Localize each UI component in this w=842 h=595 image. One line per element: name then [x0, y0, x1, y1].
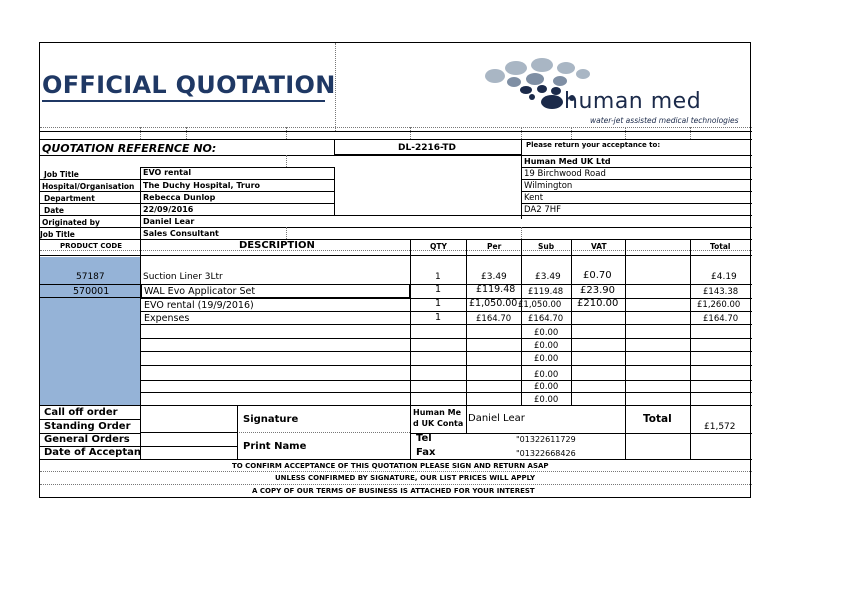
empty-row-3-sub: £0.00 [534, 354, 559, 364]
contact-label-line-1: Human Me [413, 408, 461, 417]
call-off-order-label: Call off order [44, 407, 118, 418]
row-2-sub: £119.48 [528, 287, 564, 297]
fax-value: "01322668426 [516, 449, 576, 458]
row-1-vat: £0.70 [583, 270, 612, 281]
row-3-sub: £1,050.00 [518, 300, 562, 310]
row-2-code: 570001 [73, 286, 110, 297]
empty-row-4-sub: £0.00 [534, 370, 559, 380]
fax-label: Fax [416, 447, 436, 458]
date-value: 22/09/2016 [143, 205, 194, 214]
col-header-per: Per [487, 242, 502, 251]
return-company: Human Med UK Ltd [524, 157, 611, 166]
row-2-per: £119.48 [476, 284, 516, 295]
col-header-qty: QTY [430, 242, 447, 251]
originated-value: Daniel Lear [143, 217, 195, 226]
note-confirm-acceptance: TO CONFIRM ACCEPTANCE OF THIS QUOTATION PLEASE SIGN AND RETURN ASAP [232, 462, 549, 470]
return-address-2: Wilmington [524, 181, 573, 191]
department-label: Department [44, 194, 95, 203]
return-label: Please return your acceptance to: [526, 141, 661, 149]
reference-value: DL-2216-TD [398, 143, 457, 153]
job-title-2-value: Sales Consultant [143, 229, 219, 238]
row-3-per: £1,050.00 [469, 298, 518, 309]
row-4-description: Expenses [144, 313, 190, 324]
date-label: Date [44, 206, 64, 215]
row-2-description: WAL Evo Applicator Set [144, 286, 256, 297]
job-title-2-label: Job Title [40, 230, 75, 239]
col-header-code: PRODUCT CODE [60, 242, 122, 250]
date-of-acceptance-label: Date of Acceptan [44, 447, 141, 458]
row-3-total: £1,260.00 [697, 300, 741, 310]
row-4-qty: 1 [435, 312, 442, 323]
hospital-value: The Duchy Hospital, Truro [143, 181, 261, 190]
general-orders-label: General Orders [44, 434, 130, 445]
reference-label: QUOTATION REFERENCE NO: [42, 142, 217, 155]
signature-label: Signature [243, 414, 299, 425]
row-1-total: £4.19 [711, 272, 737, 282]
row-1-qty: 1 [435, 272, 441, 282]
print-name-label: Print Name [243, 441, 307, 452]
return-postcode: DA2 7HF [524, 205, 562, 215]
row-4-per: £164.70 [476, 314, 512, 324]
row-4-sub: £164.70 [528, 314, 564, 324]
row-2-total: £143.38 [703, 287, 739, 297]
hospital-label: Hospital/Organisation [42, 182, 135, 191]
quotation-sheet [39, 42, 751, 498]
job-title-label: Job Title [44, 170, 79, 179]
col-header-description: DESCRIPTION [239, 240, 315, 251]
grand-total-value: £1,572 [704, 422, 736, 432]
grand-total-label: Total [643, 413, 672, 425]
return-address-1: 19 Birchwood Road [524, 169, 606, 179]
note-terms: A COPY OF OUR TERMS OF BUSINESS IS ATTACHED FOR YOUR INTEREST [252, 487, 535, 495]
originated-label: Originated by [42, 218, 100, 227]
row-3-vat: £210.00 [577, 298, 619, 309]
empty-row-2-sub: £0.00 [534, 341, 559, 351]
row-1-per: £3.49 [481, 272, 507, 282]
row-4-total: £164.70 [703, 314, 739, 324]
row-3-description: EVO rental (19/9/2016) [144, 300, 254, 311]
col-header-sub: Sub [538, 242, 555, 251]
job-title-value: EVO rental [143, 168, 192, 177]
standing-order-label: Standing Order [44, 421, 131, 432]
title-underline [42, 100, 325, 102]
row-1-code: 57187 [76, 272, 105, 282]
empty-row-1-sub: £0.00 [534, 328, 559, 338]
row-2-vat: £23.90 [580, 285, 615, 296]
row-1-sub: £3.49 [535, 272, 561, 282]
tel-value: "01322611729 [516, 435, 576, 444]
empty-row-6-sub: £0.00 [534, 395, 559, 405]
empty-row-5-sub: £0.00 [534, 382, 559, 392]
note-list-prices: UNLESS CONFIRMED BY SIGNATURE, OUR LIST PRICES WILL APPLY [275, 474, 536, 482]
row-3-qty: 1 [435, 298, 442, 309]
contact-label-line-2: d UK Conta [413, 419, 464, 428]
row-2-qty: 1 [435, 284, 442, 295]
contact-name: Daniel Lear [468, 413, 525, 424]
row-1-description: Suction Liner 3Ltr [143, 272, 223, 282]
return-county: Kent [524, 193, 544, 203]
logo-tagline: water-jet assisted medical technologies [590, 116, 739, 125]
logo-name: human med [564, 89, 702, 114]
tel-label: Tel [416, 433, 432, 444]
department-value: Rebecca Dunlop [143, 193, 216, 202]
col-header-vat: VAT [591, 242, 607, 251]
col-header-total: Total [710, 242, 731, 251]
page-title: OFFICIAL QUOTATION [42, 71, 336, 99]
